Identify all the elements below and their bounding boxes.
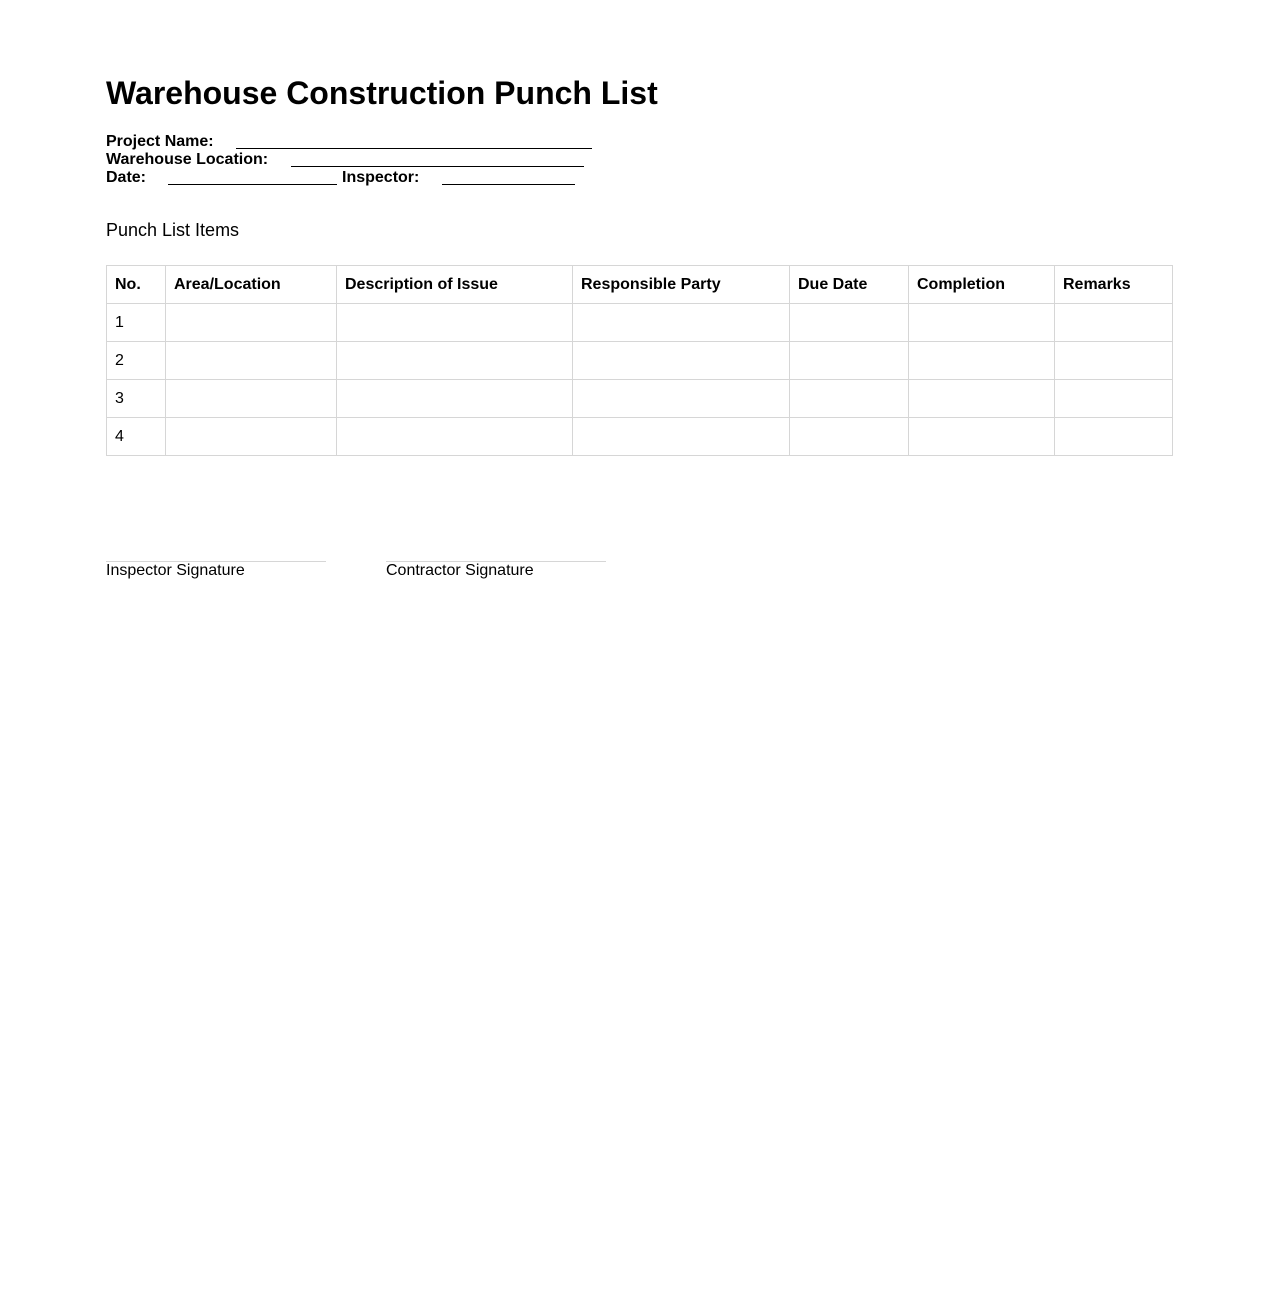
date-label: Date:	[106, 169, 147, 186]
header-responsible-party: Responsible Party	[573, 266, 790, 304]
cell-description-of-issue[interactable]	[337, 342, 573, 380]
table-row	[107, 380, 1173, 418]
header-remarks: Remarks	[1055, 266, 1173, 304]
section-heading: Punch List Items	[106, 220, 240, 240]
cell-due-date[interactable]	[790, 380, 909, 418]
cell-area-location[interactable]	[166, 342, 337, 380]
header-area-location: Area/Location	[166, 266, 337, 304]
date-blank[interactable]	[168, 184, 337, 185]
cell-responsible-party[interactable]	[573, 342, 790, 380]
cell-completion[interactable]	[909, 418, 1055, 456]
cell-description-of-issue[interactable]	[337, 304, 573, 342]
cell-responsible-party[interactable]	[573, 380, 790, 418]
header-due-date: Due Date	[790, 266, 909, 304]
cell-due-date[interactable]	[790, 304, 909, 342]
punch-list-table	[106, 265, 1173, 456]
header-no: No.	[107, 266, 166, 304]
cell-no: 3	[107, 380, 166, 418]
cell-completion[interactable]	[909, 342, 1055, 380]
document-title: Warehouse Construction Punch List	[106, 75, 658, 111]
cell-area-location[interactable]	[166, 304, 337, 342]
header-description-of-issue: Description of Issue	[337, 266, 573, 304]
cell-due-date[interactable]	[790, 342, 909, 380]
cell-responsible-party[interactable]	[573, 304, 790, 342]
cell-remarks[interactable]	[1055, 342, 1173, 380]
cell-no: 2	[107, 342, 166, 380]
cell-description-of-issue[interactable]	[337, 380, 573, 418]
project-name-label: Project Name:	[106, 133, 214, 150]
table-row	[107, 418, 1173, 456]
inspector-blank[interactable]	[442, 184, 575, 185]
table-header-row	[107, 266, 1173, 304]
cell-area-location[interactable]	[166, 418, 337, 456]
cell-no: 4	[107, 418, 166, 456]
inspector-signature-label: Inspector Signature	[106, 562, 245, 579]
table-row	[107, 342, 1173, 380]
header-completion: Completion	[909, 266, 1055, 304]
table-row	[107, 304, 1173, 342]
cell-due-date[interactable]	[790, 418, 909, 456]
warehouse-location-label: Warehouse Location:	[106, 151, 269, 168]
cell-completion[interactable]	[909, 304, 1055, 342]
cell-area-location[interactable]	[166, 380, 337, 418]
inspector-label: Inspector:	[342, 169, 420, 186]
warehouse-location-blank[interactable]	[291, 166, 584, 167]
cell-responsible-party[interactable]	[573, 418, 790, 456]
contractor-signature-label: Contractor Signature	[386, 562, 534, 579]
cell-remarks[interactable]	[1055, 380, 1173, 418]
cell-completion[interactable]	[909, 380, 1055, 418]
cell-remarks[interactable]	[1055, 418, 1173, 456]
cell-description-of-issue[interactable]	[337, 418, 573, 456]
project-name-blank[interactable]	[236, 148, 592, 149]
cell-remarks[interactable]	[1055, 304, 1173, 342]
cell-no: 1	[107, 304, 166, 342]
